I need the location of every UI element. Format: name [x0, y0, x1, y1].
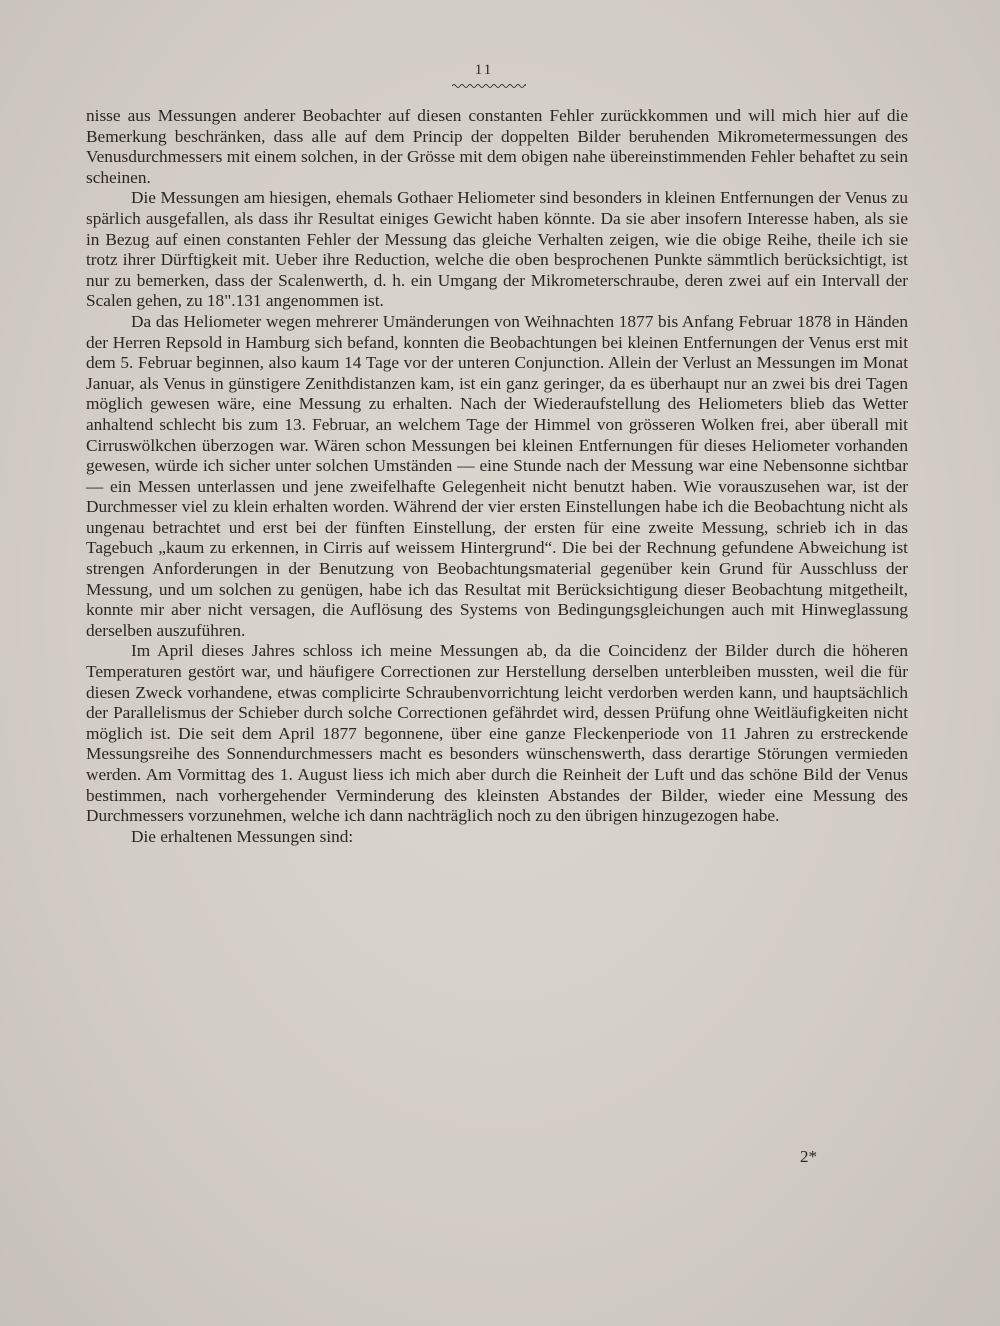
paragraph-3: Da das Heliometer wegen mehrerer Umänderungen von Weihnachten 1877 bis Anfang Februar 1878 in Händen der Herren Repsold in Hamburg sich befand, konnten die Beobachtungen bei kleinen Entfernungen der Venus erst mit dem 5. Februar beginnen, also kaum 14 Tage vor der unteren Conjunction. Allein der Verlust an Messungen im Monat Januar, als Venus in günstigere Zenithdistanzen kam, ist ein ganz geringer, da es überhaupt nur an zwei bis drei Tagen möglich gewesen wäre, eine Messung zu erhalten. Nach der Wiederaufstellung des Heliometers blieb das Wetter anhaltend schlecht bis zum 13. Februar, an welchem Tage der Himmel von grösseren Wolken frei, aber überall mit Cirruswölkchen überzogen war. Wären schon Messungen bei kleinen Entfernungen für dieses Heliometer vorhanden gewesen, würde ich sicher unter solchen Umständen — eine Stunde nach der Messung war eine Nebensonne sichtbar — ein Messen unterlassen und jene zweifelhafte Gelegenheit nicht benutzt haben. Wie vorauszusehen war, ist der Durchmesser viel zu klein erhalten worden. Während der vier ersten Einstellungen habe ich die Beobachtung nicht als ungenau betrachtet und erst bei der fünften Einstellung, der ersten für eine zweite Messung, schrieb ich in das Tagebuch „kaum zu erkennen, in Cirris auf weissem Hintergrund“. Die bei der Rechnung gefundene Abweichung ist strengen Anforderungen in der Benutzung von Beobachtungsmaterial gegenüber kein Grund für Ausschluss der Messung, und um solchen zu genügen, habe ich das Resultat mit Berücksichtigung dieser Beobachtung mitgetheilt, konnte mir aber nicht versagen, die Auflösung des Systems von Bedingungsgleichungen auch mit Hinweglassung derselben auszuführen. — [86, 311, 908, 640]
body-text — [86, 106, 908, 847]
paragraph-4: Im April dieses Jahres schloss ich meine Messungen ab, da die Coincidenz der Bilder durch die höheren Temperaturen gestört war, und häufigere Correctionen zur Herstellung derselben unterbleiben mussten, weil die für diesen Zweck vorhandene, etwas complicirte Schraubenvorrichtung leicht verdorben werden kann, und hauptsächlich der Parallelismus der Schieber durch solche Correctionen gefährdet wird, dessen Prüfung ohne Weitläufigkeiten nicht möglich ist. Die seit dem April 1877 begonnene, über eine ganze Fleckenperiode von 11 Jahren zu erstreckende Messungsreihe des Sonnendurchmessers macht es besonders wünschenswerth, dass derartige Störungen vermieden werden. Am Vormittag des 1. August liess ich mich aber durch die Reinheit der Luft und das schöne Bild der Venus bestimmen, nach vorhergehender Verminderung des kleinsten Abstandes der Bilder, wieder eine Messung des Durchmessers vorzunehmen, welche ich dann nachträglich noch zu den übrigen hinzugezogen habe. — [86, 641, 908, 826]
paragraph-1: nisse aus Messungen anderer Beobachter auf diesen constanten Fehler zurückkommen und will mich hier auf die Bemerkung beschränken, dass alle auf dem Princip der doppelten Bilder beruhenden Mikrometermessungen des Venusdurchmessers mit einem solchen, in der Grösse mit dem obigen nahe übereinstimmenden Fehler behaftet zu sein scheinen. — [86, 106, 908, 187]
signature-mark: 2* — [800, 1147, 817, 1166]
wavy-rule-ornament — [452, 83, 526, 89]
page-number: 11 — [474, 62, 494, 78]
paragraph-2: Die Messungen am hiesigen, ehemals Gothaer Heliometer sind besonders in kleinen Entfernungen der Venus zu spärlich ausgefallen, als dass ihr Resultat einiges Gewicht haben könnte. Da sie aber insofern Interesse haben, als sie in Bezug auf einen constanten Fehler der Messung das gleiche Verhalten zeigen, wie die obige Reihe, theile ich sie trotz ihrer Dürftigkeit mit. Ueber ihre Reduction, welche die oben besprochenen Punkte sämmtlich berücksichtigt, ist nur zu bemerken, dass der Scalenwerth, d. h. ein Umgang der Mikrometerschraube, deren zwei auf ein Intervall der Scalen gehen, zu 18".131 angenommen ist. — [86, 188, 908, 311]
paragraph-5: Die erhaltenen Messungen sind: — [131, 826, 354, 846]
